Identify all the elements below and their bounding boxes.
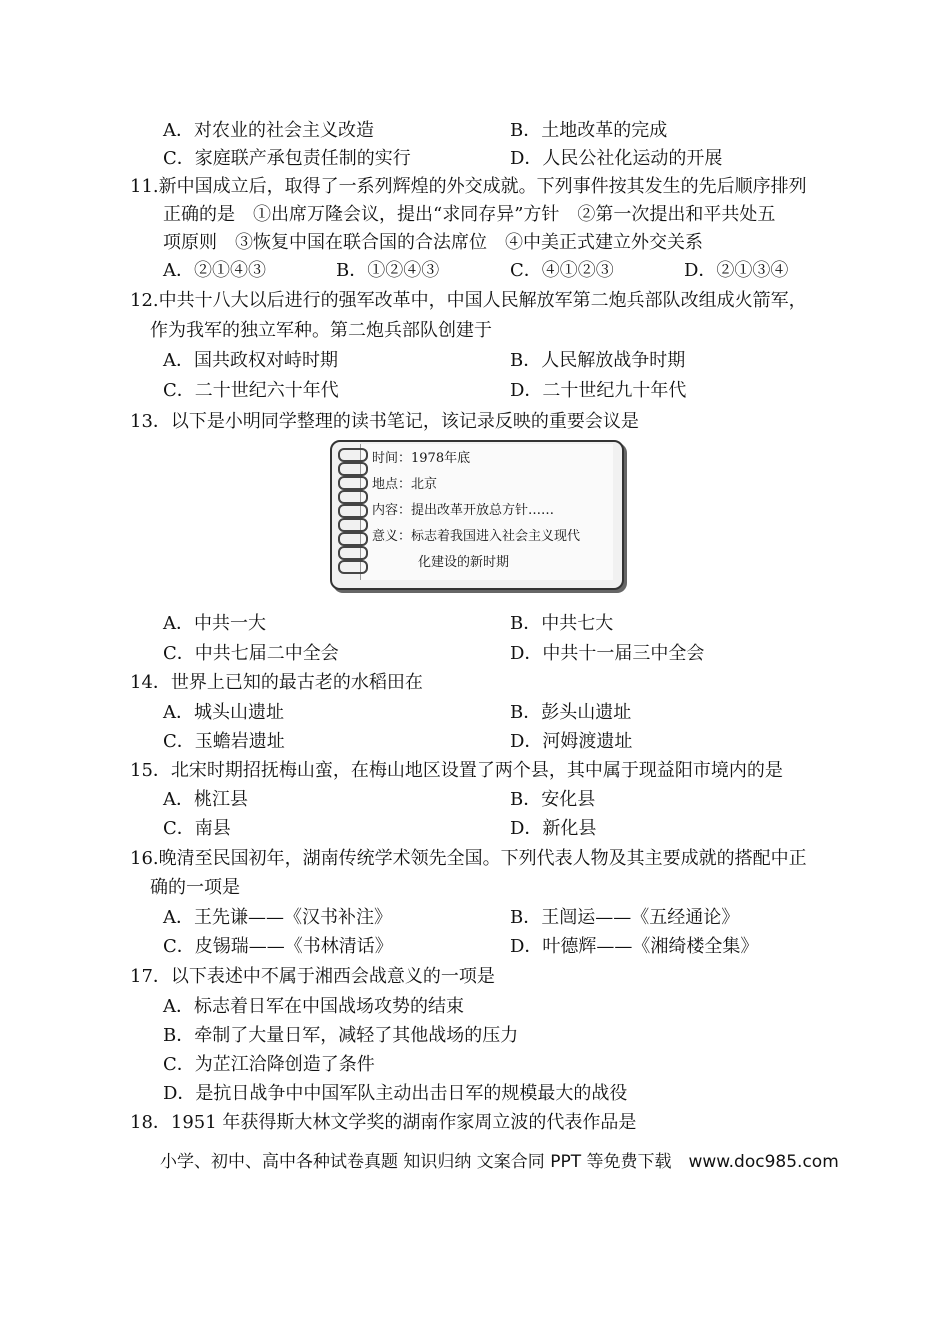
q14-option-d: D．河姆渡遗址: [510, 731, 633, 752]
q15-option-c: C．南县: [163, 818, 231, 839]
q17-option-b: B．牵制了大量日军，减轻了其他战场的压力: [163, 1025, 519, 1046]
q13-option-c: C．中共七届二中全会: [163, 643, 339, 664]
note-place: 地点：北京: [372, 477, 438, 492]
q14-stem: 14．世界上已知的最古老的水稻田在: [130, 672, 423, 693]
q11-option-b: B．①②④③: [336, 260, 440, 281]
spiral-ring-icon: [338, 490, 368, 504]
spiral-ring-icon: [338, 504, 368, 518]
q16-stem-line1: 16.晚清至民国初年，湖南传统学术领先全国。下列代表人物及其主要成就的搭配中正: [130, 848, 807, 869]
q10-option-c: C．家庭联产承包责任制的实行: [163, 148, 411, 169]
page-footer[interactable]: 小学、初中、高中各种试卷真题 知识归纳 文案合同 PPT 等免费下载 www.doc985.com: [160, 1152, 839, 1172]
note-meaning-line1: 意义：标志着我国进入社会主义现代: [372, 529, 581, 544]
spiral-ring-icon: [338, 462, 368, 476]
reading-notes-figure: [330, 440, 626, 590]
q15-option-b: B．安化县: [510, 789, 596, 810]
q17-option-d: D．是抗日战争中中国军队主动出击日军的规模最大的战役: [163, 1083, 628, 1104]
q17-option-c: C．为芷江洽降创造了条件: [163, 1054, 375, 1075]
note-content: 内容：提出改革开放总方针……: [372, 503, 555, 518]
q15-option-a: A．桃江县: [163, 789, 248, 810]
spiral-ring-icon: [338, 560, 368, 574]
q12-option-d: D．二十世纪九十年代: [510, 380, 687, 401]
q13-option-b: B．中共七大: [510, 613, 614, 634]
q10-option-a: A．对农业的社会主义改造: [163, 120, 374, 141]
q11-stem-line3: 项原则 ③恢复中国在联合国的合法席位 ④中美正式建立外交关系: [163, 232, 703, 253]
q12-stem-line2: 作为我军的独立军种。第二炮兵部队创建于: [150, 320, 492, 341]
q17-option-a: A．标志着日军在中国战场攻势的结束: [163, 996, 464, 1017]
q11-stem-line1: 11.新中国成立后，取得了一系列辉煌的外交成就。下列事件按其发生的先后顺序排列: [130, 176, 807, 197]
q11-stem-line2: 正确的是 ①出席万隆会议，提出“求同存异”方针 ②第一次提出和平共处五: [163, 204, 776, 225]
spiral-ring-icon: [338, 476, 368, 490]
q15-stem: 15．北宋时期招抚梅山蛮，在梅山地区设置了两个县，其中属于现益阳市境内的是: [130, 760, 783, 781]
q12-option-a: A．国共政权对峙时期: [163, 350, 338, 371]
q16-stem-line2: 确的一项是: [150, 877, 240, 898]
spiral-ring-icon: [338, 532, 368, 546]
q11-option-d: D．②①③④: [684, 260, 789, 281]
q14-option-a: A．城头山遗址: [163, 702, 284, 723]
q11-option-c: C．④①②③: [510, 260, 614, 281]
q12-stem-line1: 12.中共十八大以后进行的强军改革中，中国人民解放军第二炮兵部队改组成火箭军，: [130, 290, 807, 311]
q10-option-b: B．土地改革的完成: [510, 120, 668, 141]
q16-option-c: C．皮锡瑞——《书林清话》: [163, 936, 393, 957]
q17-stem: 17．以下表述中不属于湘西会战意义的一项是: [130, 966, 495, 987]
q16-option-b: B．王闿运——《五经通论》: [510, 907, 740, 928]
q14-option-b: B．彭头山遗址: [510, 702, 632, 723]
q13-stem: 13．以下是小明同学整理的读书笔记，该记录反映的重要会议是: [130, 411, 639, 432]
q13-option-d: D．中共十一届三中全会: [510, 643, 705, 664]
q14-option-c: C．玉蟾岩遗址: [163, 731, 285, 752]
q18-stem: 18．1951 年获得斯大林文学奖的湖南作家周立波的代表作品是: [130, 1112, 637, 1133]
q11-option-a: A．②①④③: [163, 260, 266, 281]
note-meaning-line2: 化建设的新时期: [418, 555, 510, 570]
q16-option-d: D．叶德辉——《湘绮楼全集》: [510, 936, 759, 957]
q15-option-d: D．新化县: [510, 818, 597, 839]
q12-option-b: B．人民解放战争时期: [510, 350, 686, 371]
spiral-ring-icon: [338, 546, 368, 560]
spiral-ring-icon: [338, 518, 368, 532]
spiral-ring-icon: [338, 448, 368, 462]
note-time: 时间：1978年底: [372, 451, 471, 466]
q12-option-c: C．二十世纪六十年代: [163, 380, 339, 401]
q16-option-a: A．王先谦——《汉书补注》: [163, 907, 392, 928]
q10-option-d: D．人民公社化运动的开展: [510, 148, 723, 169]
q13-option-a: A．中共一大: [163, 613, 266, 634]
